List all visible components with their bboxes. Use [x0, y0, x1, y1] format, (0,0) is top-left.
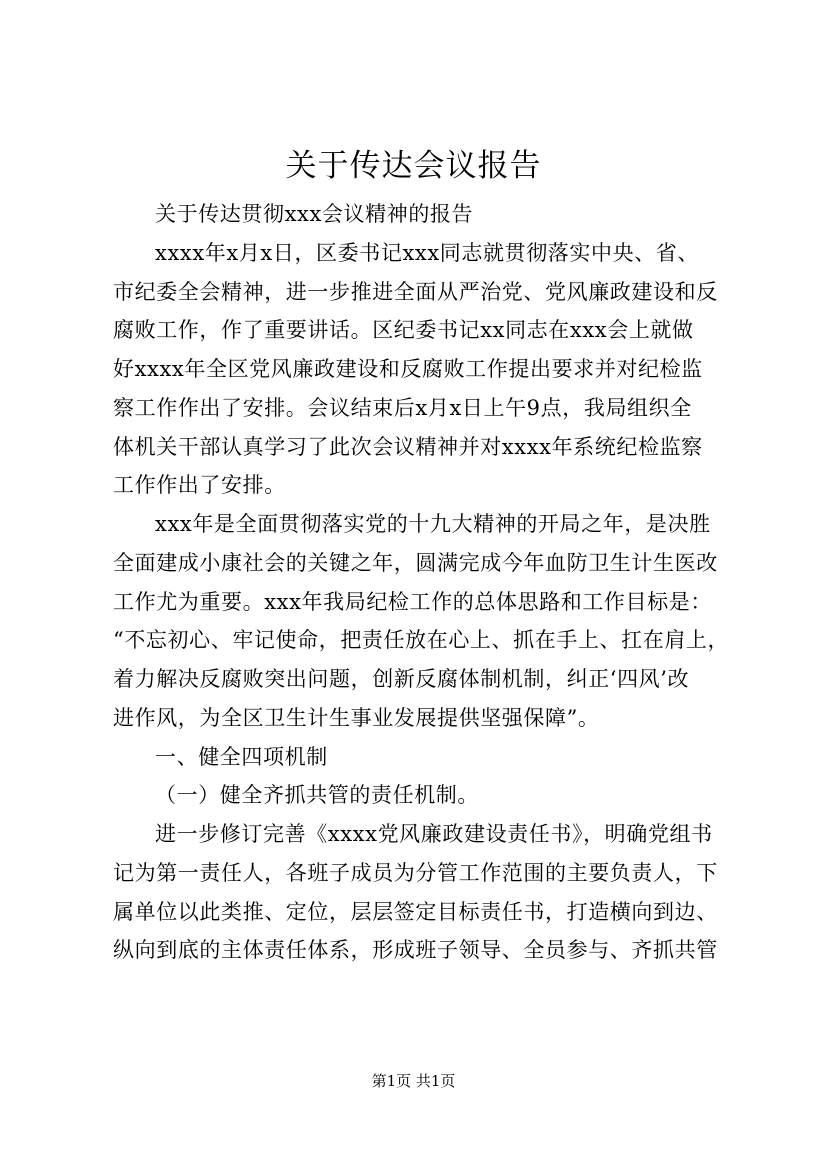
- body-line: 体机关干部认真学习了此次会议精神并对xxxx年系统纪检监察: [113, 434, 703, 459]
- body-line: 工作尤为重要。xxx年我局纪检工作的总体思路和工作目标是：: [113, 589, 712, 614]
- section-heading: 一、健全四项机制: [155, 744, 328, 769]
- body-line: 进一步修订完善《xxxx党风廉政建设责任书》，明确党组书: [155, 822, 713, 846]
- document-title: 关于传达会议报告: [285, 148, 542, 184]
- body-line: 属单位以此类推、定位，层层签定目标责任书，打造横向到边、: [113, 899, 718, 924]
- subsection-heading: （一）健全齐抓共管的责任机制。: [155, 783, 479, 808]
- body-line: 记为第一责任人，各班子成员为分管工作范围的主要负责人，下: [113, 860, 718, 885]
- body-line: 腐败工作，作了重要讲话。区纪委书记xx同志在xxx会上就做: [113, 318, 694, 343]
- body-line: xxx年是全面贯彻落实党的十九大精神的开局之年，是决胜: [155, 512, 711, 536]
- body-line: 进作风，为全区卫生计生事业发展提供坚强保障”。: [113, 705, 600, 730]
- body-line: 工作作出了安排。: [113, 473, 286, 498]
- body-line: 关于传达贯彻xxx会议精神的报告: [155, 202, 474, 226]
- page-number-footer: 第1页 共1页: [371, 1072, 456, 1090]
- body-line: 全面建成小康社会的关键之年，圆满完成今年血防卫生计生医改: [113, 550, 718, 575]
- body-line: 察工作作出了安排。会议结束后x月x日上午9点，我局组织全: [113, 395, 692, 420]
- body-line: 着力解决反腐败突出问题，创新反腐体制机制，纠正‘四风’改: [113, 667, 690, 691]
- body-line: “不忘初心、牢记使命，把责任放在心上、抓在手上、扛在肩上，: [113, 628, 730, 653]
- body-line: 市纪委全会精神，进一步推进全面从严治党、党风廉政建设和反: [113, 279, 718, 304]
- document-body: [113, 195, 733, 970]
- body-line: 好xxxx年全区党风廉政建设和反腐败工作提出要求并对纪检监: [113, 357, 703, 381]
- body-line: 纵向到底的主体责任体系，形成班子领导、全员参与、齐抓共管: [113, 938, 718, 963]
- body-line: xxxx年x月x日，区委书记xxx同志就贯彻落实中央、省、: [155, 240, 699, 265]
